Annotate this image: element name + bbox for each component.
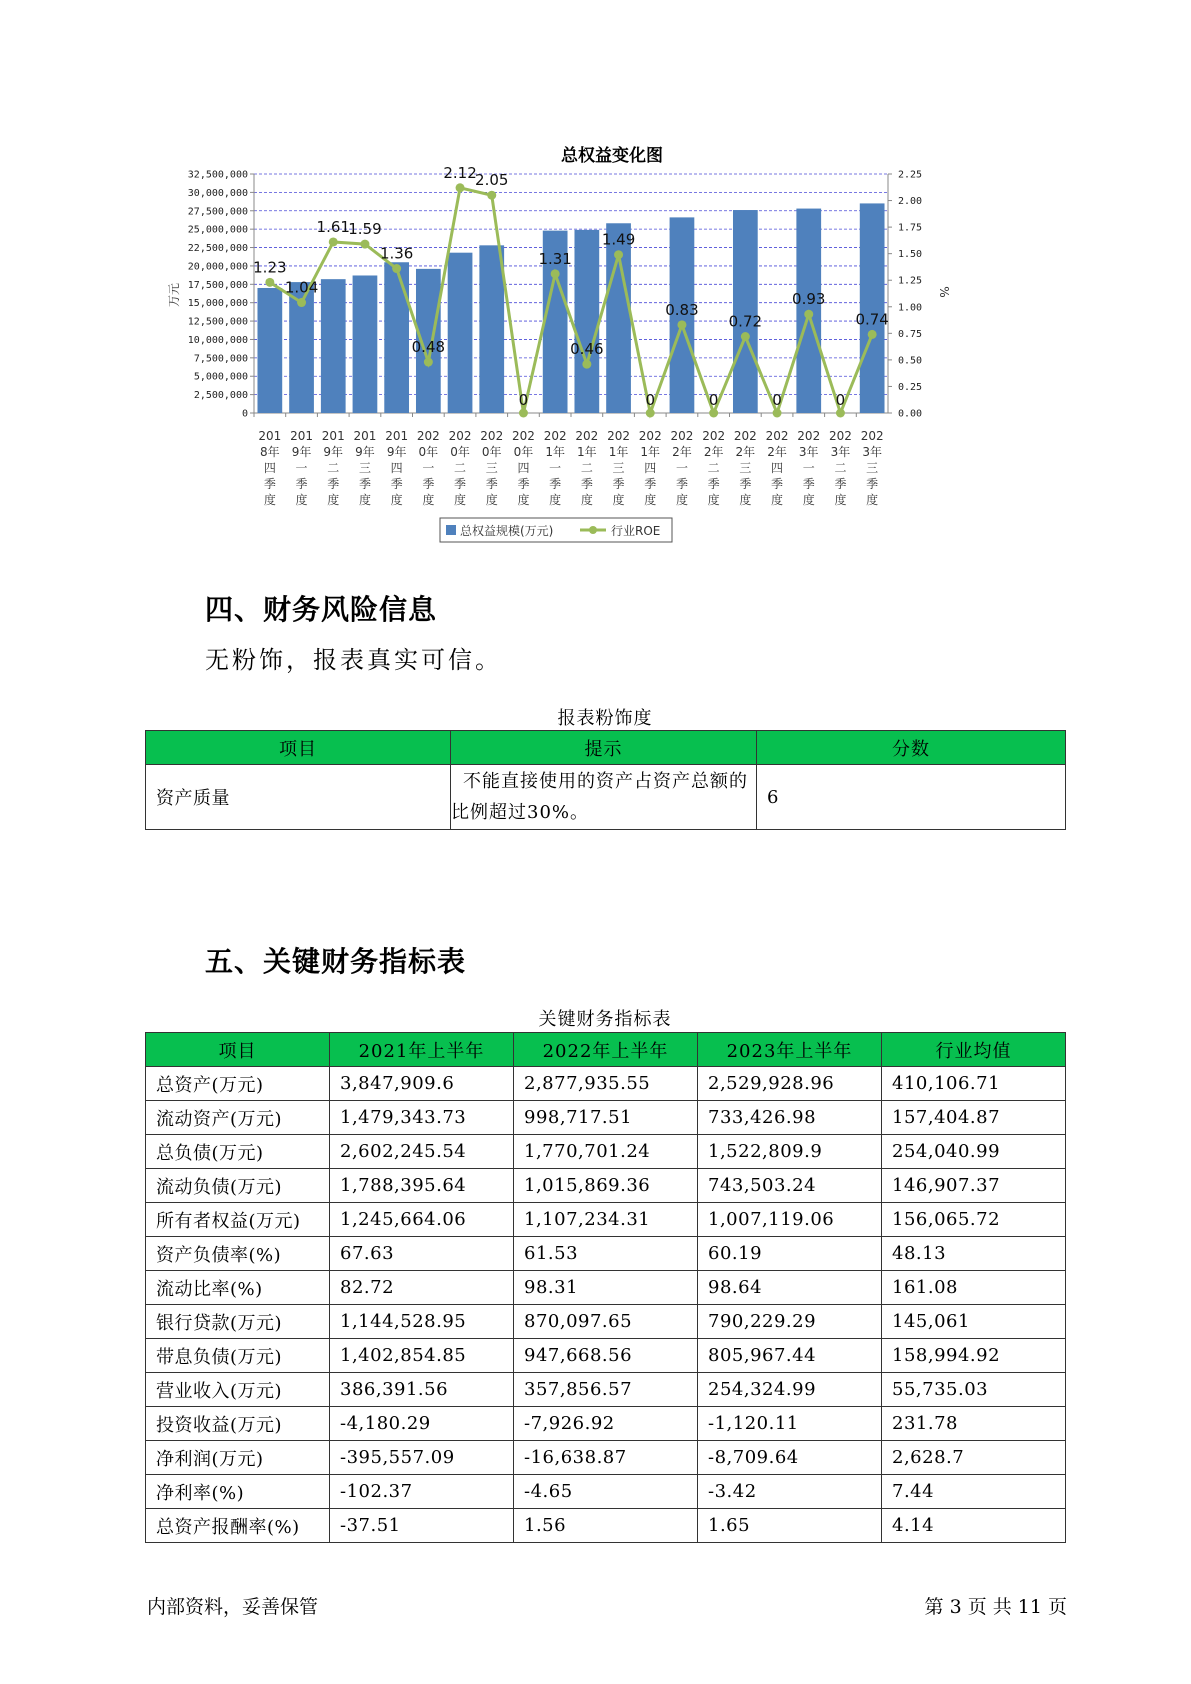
x-tick-label: 季 bbox=[834, 477, 847, 491]
x-tick-label: 度 bbox=[866, 493, 879, 507]
value-cell: 2,602,245.54 bbox=[330, 1135, 514, 1169]
x-tick-label: 二 bbox=[707, 461, 720, 475]
x-tick-label: 季 bbox=[263, 477, 276, 491]
table-row bbox=[146, 1169, 1066, 1203]
x-tick-label: 9年 bbox=[323, 445, 344, 459]
x-tick-label: 202 bbox=[670, 429, 694, 443]
value-cell: 61.53 bbox=[514, 1237, 698, 1271]
value-cell: 145,061 bbox=[882, 1305, 1066, 1339]
y-tick-label: 22,500,000 bbox=[187, 243, 248, 255]
x-tick-label: 四 bbox=[517, 461, 530, 475]
value-cell: 48.13 bbox=[882, 1237, 1066, 1271]
value-cell: 743,503.24 bbox=[698, 1169, 882, 1203]
value-cell: -4,180.29 bbox=[330, 1407, 514, 1441]
x-tick-label: 度 bbox=[517, 493, 530, 507]
x-tick-label: 三 bbox=[612, 461, 625, 475]
roe-data-label: 1.36 bbox=[379, 244, 414, 263]
value-cell: 733,426.98 bbox=[698, 1101, 882, 1135]
value-cell: 67.63 bbox=[330, 1237, 514, 1271]
x-tick-label: 9年 bbox=[386, 445, 407, 459]
value-cell: 1,770,701.24 bbox=[514, 1135, 698, 1169]
bar bbox=[321, 279, 346, 413]
x-tick-label: 9年 bbox=[355, 445, 375, 459]
value-cell: 870,097.65 bbox=[514, 1305, 698, 1339]
table-row bbox=[146, 1271, 1066, 1305]
roe-data-label: 0 bbox=[772, 391, 782, 409]
row-label-cell: 总负债(万元) bbox=[146, 1135, 330, 1169]
value-cell: 1,245,664.06 bbox=[330, 1203, 514, 1237]
x-tick-label: 四 bbox=[771, 461, 784, 475]
roe-data-label: 0 bbox=[645, 391, 656, 409]
x-tick-label: 202 bbox=[511, 429, 535, 443]
table-row bbox=[146, 1475, 1066, 1509]
y-tick-label: 12,500,000 bbox=[187, 316, 248, 328]
roe-point bbox=[487, 191, 496, 200]
y2-tick-label: 1.75 bbox=[898, 222, 923, 234]
x-tick-label: 2年 bbox=[767, 445, 787, 459]
column-header: 项目 bbox=[146, 1033, 330, 1067]
indicator-table bbox=[145, 1032, 1066, 1543]
value-cell: 55,735.03 bbox=[882, 1373, 1066, 1407]
indicator-table-caption: 关键财务指标表 bbox=[538, 1009, 672, 1030]
roe-point bbox=[329, 237, 338, 246]
row-label-cell: 流动资产(万元) bbox=[146, 1101, 330, 1135]
y-tick-label: 17,500,000 bbox=[187, 279, 248, 291]
y-tick-label: 10,000,000 bbox=[187, 334, 248, 346]
x-tick-label: 度 bbox=[485, 493, 498, 507]
x-tick-label: 1年 bbox=[640, 445, 661, 459]
x-tick-label: 度 bbox=[580, 493, 593, 507]
value-cell: 1,144,528.95 bbox=[330, 1305, 514, 1339]
value-cell: 98.64 bbox=[698, 1271, 882, 1305]
x-tick-label: 202 bbox=[828, 429, 852, 443]
y2-tick-label: 0.25 bbox=[898, 381, 923, 393]
x-tick-label: 201 bbox=[321, 429, 345, 443]
legend-line-marker bbox=[589, 526, 597, 534]
x-tick-label: 季 bbox=[707, 477, 720, 491]
value-cell: 2,877,935.55 bbox=[514, 1067, 698, 1101]
x-tick-label: 度 bbox=[675, 493, 688, 507]
y2-tick-label: 1.00 bbox=[898, 302, 923, 314]
x-tick-label: 201 bbox=[290, 429, 314, 443]
table-row bbox=[146, 1135, 1066, 1169]
roe-point bbox=[392, 264, 401, 273]
x-tick-label: 季 bbox=[644, 477, 657, 491]
y2-tick-label: 0.00 bbox=[898, 408, 923, 420]
value-cell: 146,907.37 bbox=[882, 1169, 1066, 1203]
x-tick-label: 二 bbox=[580, 461, 593, 475]
risk-table-caption: 报表粉饰度 bbox=[557, 708, 653, 729]
y-tick-label: 2,500,000 bbox=[193, 390, 248, 402]
roe-data-label: 2.05 bbox=[475, 171, 509, 190]
table-row bbox=[146, 1373, 1066, 1407]
y2-tick-label: 2.00 bbox=[898, 196, 923, 208]
value-cell: 1,402,854.85 bbox=[330, 1339, 514, 1373]
roe-data-label: 0.72 bbox=[728, 312, 763, 331]
x-tick-label: 三 bbox=[866, 461, 879, 475]
column-header: 提示 bbox=[451, 731, 757, 765]
roe-data-label: 0 bbox=[518, 391, 529, 409]
x-tick-label: 202 bbox=[480, 429, 504, 443]
x-tick-label: 度 bbox=[358, 493, 371, 507]
y-tick-label: 30,000,000 bbox=[187, 187, 248, 199]
x-tick-label: 1年 bbox=[608, 445, 629, 459]
table-row bbox=[146, 1067, 1066, 1101]
table-row bbox=[146, 1339, 1066, 1373]
x-tick-label: 202 bbox=[765, 429, 789, 443]
roe-data-label: 1.23 bbox=[253, 258, 287, 277]
column-header: 项目 bbox=[146, 731, 451, 765]
x-tick-label: 季 bbox=[454, 477, 467, 491]
x-tick-label: 季 bbox=[802, 477, 815, 491]
value-cell: 1,007,119.06 bbox=[698, 1203, 882, 1237]
value-cell: 1.56 bbox=[514, 1509, 698, 1543]
x-tick-label: 201 bbox=[385, 429, 409, 443]
x-tick-label: 二 bbox=[834, 461, 847, 475]
value-cell: 1,015,869.36 bbox=[514, 1169, 698, 1203]
roe-point bbox=[773, 409, 782, 418]
x-tick-label: 一 bbox=[549, 461, 562, 475]
x-tick-label: 度 bbox=[739, 493, 752, 507]
x-tick-label: 季 bbox=[866, 477, 879, 491]
y-tick-label: 0 bbox=[241, 408, 248, 420]
roe-data-label: 0 bbox=[708, 391, 719, 409]
x-tick-label: 三 bbox=[358, 461, 371, 475]
table-cell bbox=[451, 765, 757, 830]
y2-tick-label: 1.50 bbox=[898, 249, 923, 261]
row-label-cell: 所有者权益(万元) bbox=[146, 1203, 330, 1237]
roe-point bbox=[519, 409, 528, 418]
value-cell: -102.37 bbox=[330, 1475, 514, 1509]
value-cell: 82.72 bbox=[330, 1271, 514, 1305]
section-5-heading: 五、关键财务指标表 bbox=[205, 945, 467, 978]
indicator-table-header-row bbox=[146, 1033, 1066, 1067]
x-tick-label: 度 bbox=[644, 493, 657, 507]
x-tick-label: 一 bbox=[295, 461, 308, 475]
x-tick-label: 1年 bbox=[577, 445, 597, 459]
value-cell: -8,709.64 bbox=[698, 1441, 882, 1475]
x-tick-label: 度 bbox=[549, 493, 562, 507]
x-tick-label: 度 bbox=[263, 493, 276, 507]
roe-point bbox=[551, 269, 560, 278]
value-cell: 161.08 bbox=[882, 1271, 1066, 1305]
value-cell: 998,717.51 bbox=[514, 1101, 698, 1135]
x-tick-label: 1年 bbox=[545, 445, 565, 459]
x-tick-label: 季 bbox=[295, 477, 308, 491]
chart-title: 总权益变化图 bbox=[561, 146, 663, 166]
y-tick-label: 32,500,000 bbox=[187, 169, 248, 181]
x-tick-label: 度 bbox=[771, 493, 784, 507]
value-cell: -3.42 bbox=[698, 1475, 882, 1509]
row-label-cell: 带息负债(万元) bbox=[146, 1339, 330, 1373]
table-row bbox=[146, 1441, 1066, 1475]
equity-chart bbox=[167, 140, 1030, 600]
x-tick-label: 202 bbox=[575, 429, 599, 443]
x-tick-label: 季 bbox=[580, 477, 593, 491]
y-tick-label: 25,000,000 bbox=[187, 224, 248, 236]
roe-data-label: 0 bbox=[835, 391, 846, 409]
x-tick-label: 202 bbox=[607, 429, 631, 443]
value-cell: 947,668.56 bbox=[514, 1339, 698, 1373]
x-tick-label: 四 bbox=[390, 461, 403, 475]
risk-table bbox=[145, 730, 1066, 830]
roe-point bbox=[360, 240, 369, 249]
x-tick-label: 季 bbox=[675, 477, 688, 491]
roe-point bbox=[424, 358, 433, 367]
x-tick-label: 202 bbox=[797, 429, 821, 443]
legend-line-label: 行业ROE bbox=[611, 524, 661, 538]
roe-data-label: 0.46 bbox=[570, 340, 604, 359]
roe-point bbox=[582, 360, 591, 369]
x-tick-label: 9年 bbox=[291, 445, 312, 459]
y-tick-label: 15,000,000 bbox=[187, 298, 248, 310]
bar bbox=[448, 253, 473, 413]
x-tick-label: 201 bbox=[353, 429, 377, 443]
value-cell: 410,106.71 bbox=[882, 1067, 1066, 1101]
roe-data-label: 1.04 bbox=[284, 278, 319, 297]
x-tick-label: 三 bbox=[739, 461, 752, 475]
legend-bar-label: 总权益规模(万元) bbox=[460, 524, 554, 538]
x-tick-label: 0年 bbox=[481, 445, 502, 459]
roe-point bbox=[868, 330, 877, 339]
risk-table-header-row bbox=[146, 731, 1066, 765]
roe-point bbox=[677, 320, 686, 329]
roe-point bbox=[709, 409, 718, 418]
roe-data-label: 0.48 bbox=[411, 338, 446, 357]
hint-text: 不能直接使用的资产占资产总额的比例超过30%。 bbox=[451, 771, 748, 823]
value-cell: 1,107,234.31 bbox=[514, 1203, 698, 1237]
value-cell: 790,229.29 bbox=[698, 1305, 882, 1339]
table-row bbox=[146, 1203, 1066, 1237]
value-cell: 1.65 bbox=[698, 1509, 882, 1543]
x-tick-label: 季 bbox=[612, 477, 625, 491]
x-tick-label: 201 bbox=[258, 429, 282, 443]
section-4-heading: 四、财务风险信息 bbox=[205, 593, 438, 626]
row-label-cell: 流动负债(万元) bbox=[146, 1169, 330, 1203]
y-tick-label: 5,000,000 bbox=[193, 371, 248, 383]
value-cell: -7,926.92 bbox=[514, 1407, 698, 1441]
x-tick-label: 季 bbox=[485, 477, 498, 491]
row-label-cell: 总资产报酬率(%) bbox=[146, 1509, 330, 1543]
x-tick-label: 2年 bbox=[735, 445, 756, 459]
x-tick-label: 季 bbox=[549, 477, 562, 491]
y2-tick-label: 0.75 bbox=[898, 328, 923, 340]
value-cell: 4.14 bbox=[882, 1509, 1066, 1543]
x-tick-label: 季 bbox=[327, 477, 340, 491]
bar bbox=[353, 275, 378, 413]
legend-bar-swatch bbox=[446, 525, 456, 535]
roe-point bbox=[741, 332, 750, 341]
value-cell: 1,788,395.64 bbox=[330, 1169, 514, 1203]
value-cell: 98.31 bbox=[514, 1271, 698, 1305]
x-tick-label: 202 bbox=[860, 429, 884, 443]
value-cell: 60.19 bbox=[698, 1237, 882, 1271]
value-cell: 7.44 bbox=[882, 1475, 1066, 1509]
roe-point bbox=[804, 310, 813, 319]
column-header: 行业均值 bbox=[882, 1033, 1066, 1067]
table-row bbox=[146, 1509, 1066, 1543]
value-cell: 254,040.99 bbox=[882, 1135, 1066, 1169]
value-cell: -4.65 bbox=[514, 1475, 698, 1509]
roe-data-label: 1.31 bbox=[538, 249, 572, 268]
bar bbox=[257, 288, 282, 413]
value-cell: -16,638.87 bbox=[514, 1441, 698, 1475]
x-tick-label: 202 bbox=[733, 429, 757, 443]
row-label-cell: 净利润(万元) bbox=[146, 1441, 330, 1475]
x-tick-label: 度 bbox=[422, 493, 435, 507]
x-tick-label: 季 bbox=[771, 477, 784, 491]
y2-axis-title: % bbox=[937, 286, 951, 298]
x-tick-label: 四 bbox=[644, 461, 657, 475]
value-cell: 231.78 bbox=[882, 1407, 1066, 1441]
value-cell: 2,628.7 bbox=[882, 1441, 1066, 1475]
column-header: 分数 bbox=[757, 731, 1066, 765]
bar bbox=[479, 245, 504, 413]
x-tick-label: 2年 bbox=[703, 445, 724, 459]
column-header: 2022年上半年 bbox=[514, 1033, 698, 1067]
x-tick-label: 202 bbox=[543, 429, 567, 443]
x-tick-label: 季 bbox=[739, 477, 752, 491]
roe-point bbox=[646, 409, 655, 418]
x-tick-label: 四 bbox=[263, 461, 276, 475]
y-tick-label: 7,500,000 bbox=[193, 353, 248, 365]
y2-tick-label: 2.25 bbox=[898, 169, 923, 181]
roe-point bbox=[836, 409, 845, 418]
roe-point bbox=[297, 298, 306, 307]
y-axis-title: 万元 bbox=[167, 282, 181, 308]
row-label-cell: 投资收益(万元) bbox=[146, 1407, 330, 1441]
y-tick-label: 27,500,000 bbox=[187, 206, 248, 218]
table-row bbox=[146, 1305, 1066, 1339]
x-tick-label: 202 bbox=[638, 429, 662, 443]
roe-data-label: 1.61 bbox=[316, 217, 350, 236]
x-tick-label: 二 bbox=[454, 461, 467, 475]
x-tick-label: 度 bbox=[327, 493, 340, 507]
bar bbox=[574, 230, 599, 413]
x-tick-label: 度 bbox=[802, 493, 815, 507]
value-cell: 805,967.44 bbox=[698, 1339, 882, 1373]
table-row bbox=[146, 1237, 1066, 1271]
x-tick-label: 一 bbox=[422, 461, 435, 475]
row-label-cell: 总资产(万元) bbox=[146, 1067, 330, 1101]
value-cell: 1,522,809.9 bbox=[698, 1135, 882, 1169]
x-tick-label: 季 bbox=[358, 477, 371, 491]
section-4-text: 无粉饰，报表真实可信。 bbox=[205, 646, 502, 674]
bar bbox=[384, 262, 409, 413]
roe-point bbox=[456, 183, 465, 192]
value-cell: 156,065.72 bbox=[882, 1203, 1066, 1237]
x-tick-label: 0年 bbox=[513, 445, 534, 459]
roe-data-label: 0.83 bbox=[665, 300, 699, 319]
equity-chart-svg bbox=[167, 140, 1030, 600]
row-label-cell: 净利率(%) bbox=[146, 1475, 330, 1509]
y2-tick-label: 1.25 bbox=[898, 275, 923, 287]
value-cell: 254,324.99 bbox=[698, 1373, 882, 1407]
value-cell: 2,529,928.96 bbox=[698, 1067, 882, 1101]
x-tick-label: 度 bbox=[390, 493, 403, 507]
x-tick-label: 202 bbox=[702, 429, 726, 443]
value-cell: 157,404.87 bbox=[882, 1101, 1066, 1135]
x-tick-label: 季 bbox=[390, 477, 403, 491]
x-tick-label: 度 bbox=[454, 493, 467, 507]
value-cell: 3,847,909.6 bbox=[330, 1067, 514, 1101]
x-tick-label: 2年 bbox=[672, 445, 692, 459]
roe-data-label: 0.74 bbox=[855, 310, 889, 329]
row-label-cell: 资产负债率(%) bbox=[146, 1237, 330, 1271]
x-tick-label: 0年 bbox=[450, 445, 470, 459]
value-cell: 357,856.57 bbox=[514, 1373, 698, 1407]
x-tick-label: 度 bbox=[612, 493, 625, 507]
column-header: 2021年上半年 bbox=[330, 1033, 514, 1067]
table-cell: 资产质量 bbox=[146, 765, 451, 830]
roe-point bbox=[265, 278, 274, 287]
footer-left: 内部资料，妥善保管 bbox=[147, 1596, 319, 1618]
row-label-cell: 营业收入(万元) bbox=[146, 1373, 330, 1407]
value-cell: -395,557.09 bbox=[330, 1441, 514, 1475]
table-row bbox=[146, 1407, 1066, 1441]
table-cell: 6 bbox=[757, 765, 1066, 830]
value-cell: 386,391.56 bbox=[330, 1373, 514, 1407]
roe-point bbox=[614, 250, 623, 259]
x-tick-label: 季 bbox=[517, 477, 530, 491]
table-row bbox=[146, 1101, 1066, 1135]
roe-data-label: 1.49 bbox=[601, 230, 636, 249]
row-label-cell: 流动比率(%) bbox=[146, 1271, 330, 1305]
row-label-cell: 银行贷款(万元) bbox=[146, 1305, 330, 1339]
roe-data-label: 0.93 bbox=[792, 290, 826, 309]
value-cell: 1,479,343.73 bbox=[330, 1101, 514, 1135]
x-tick-label: 202 bbox=[448, 429, 472, 443]
x-tick-label: 度 bbox=[295, 493, 308, 507]
x-tick-label: 季 bbox=[422, 477, 435, 491]
value-cell: -37.51 bbox=[330, 1509, 514, 1543]
x-tick-label: 一 bbox=[802, 461, 815, 475]
table-row bbox=[146, 765, 1066, 830]
bar bbox=[733, 210, 758, 413]
x-tick-label: 3年 bbox=[862, 445, 882, 459]
x-tick-label: 一 bbox=[675, 461, 688, 475]
value-cell: -1,120.11 bbox=[698, 1407, 882, 1441]
x-tick-label: 3年 bbox=[830, 445, 851, 459]
x-tick-label: 0年 bbox=[418, 445, 439, 459]
x-tick-label: 二 bbox=[327, 461, 340, 475]
x-tick-label: 度 bbox=[834, 493, 847, 507]
bar bbox=[860, 203, 885, 413]
roe-data-label: 2.12 bbox=[443, 163, 477, 182]
value-cell: 158,994.92 bbox=[882, 1339, 1066, 1373]
page-number: 第 3 页 共 11 页 bbox=[924, 1596, 1067, 1618]
x-tick-label: 度 bbox=[707, 493, 720, 507]
x-tick-label: 8年 bbox=[260, 445, 280, 459]
x-tick-label: 三 bbox=[485, 461, 498, 475]
x-tick-label: 202 bbox=[416, 429, 440, 443]
y2-tick-label: 0.50 bbox=[898, 355, 923, 367]
roe-data-label: 1.59 bbox=[348, 220, 382, 239]
y-tick-label: 20,000,000 bbox=[187, 261, 248, 273]
x-tick-label: 3年 bbox=[798, 445, 819, 459]
column-header: 2023年上半年 bbox=[698, 1033, 882, 1067]
